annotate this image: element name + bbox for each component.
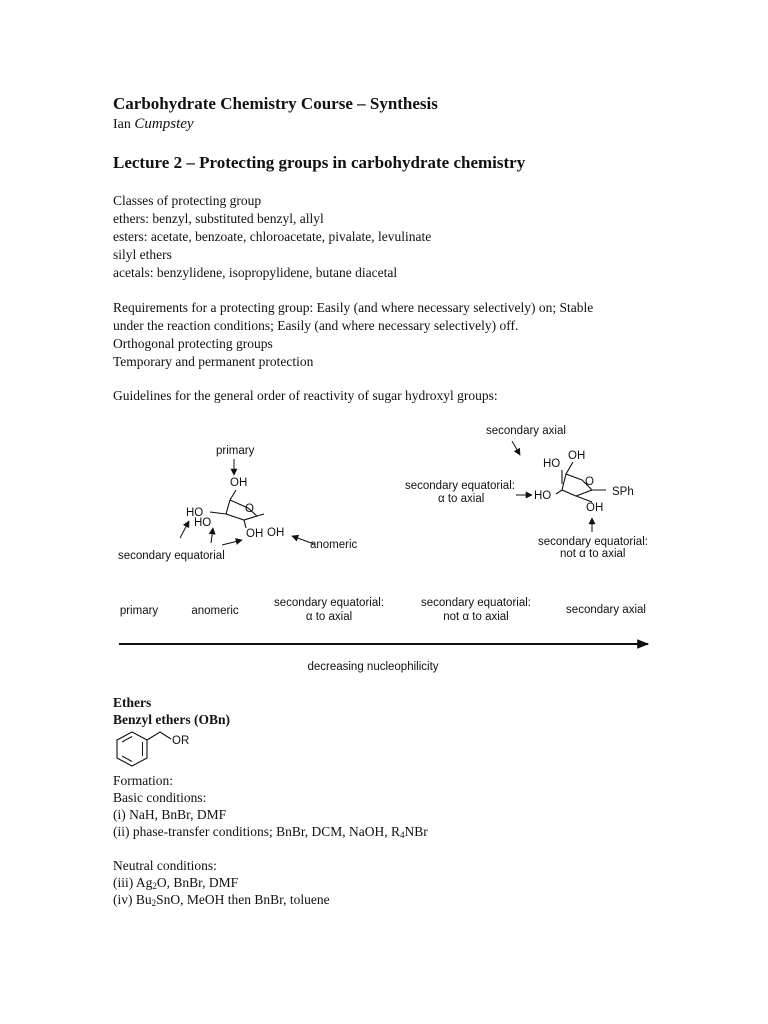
reactivity-order (119, 597, 648, 673)
condition-item: (ii) phase-transfer conditions; BnBr, DCM, NaOH, $R_4NBr$ (113, 824, 428, 840)
requirements-line: Temporary and permanent protection (113, 354, 314, 369)
condition-item: (iv) $Bu_2SnO$, MeOH then BnBr, toluene (113, 892, 330, 908)
label-sec-eq-alpha-2: α to axial (438, 493, 485, 505)
order-item: secondary equatorial: (274, 597, 384, 609)
condition-item: (i) NaH, BnBr, DMF (113, 807, 227, 822)
galactose-structure (405, 425, 648, 560)
label-secondary-equatorial: secondary equatorial (118, 550, 225, 562)
label-secondary-axial: secondary axial (486, 425, 566, 437)
label-oh-c2: OH (586, 502, 604, 514)
order-item: primary (119, 605, 159, 617)
order-item: secondary equatorial: (421, 597, 531, 609)
label-sph: SPh (612, 486, 634, 498)
classes-line: esters: acetate, benzoate, chloroacetate, pivalate, levulinate (113, 229, 432, 244)
ethers-heading: Ethers (113, 695, 152, 710)
label-or: OR (172, 735, 190, 747)
requirements-line: Orthogonal protecting groups (113, 336, 273, 351)
benzyl-structure (112, 728, 202, 774)
label-decreasing-nucleophilicity: decreasing nucleophilicity (307, 661, 439, 673)
order-item: anomeric (191, 605, 239, 617)
order-item-line2: α to axial (305, 611, 353, 623)
label-ho-eq: HO (534, 490, 552, 502)
benzyl-ethers-heading: Benzyl ethers (OBn) (113, 712, 230, 727)
basic-conditions-label: Basic conditions: (113, 790, 207, 805)
label-sec-eq-alpha-1: secondary equatorial: (405, 480, 515, 492)
label-primary: primary (216, 445, 255, 457)
classes-line: Classes of protecting group (113, 193, 262, 208)
label-oh-primary: OH (230, 477, 248, 489)
order-item: secondary axial (566, 604, 646, 616)
condition-item: (iii) $Ag_2O$, BnBr, DMF (113, 875, 239, 891)
label-ho-lower: HO (194, 517, 212, 529)
label-oh-anomeric: OH (267, 527, 285, 539)
author-given-name: Ian (113, 117, 131, 132)
label-ho-axial: HO (543, 458, 561, 470)
classes-line: acetals: benzylidene, isopropylidene, butane diacetal (113, 265, 398, 280)
guidelines-text: Guidelines for the general order of reactivity of sugar hydroxyl groups: (113, 388, 498, 403)
requirements-line: Requirements for a protecting group: Easily (and where necessary selectively) on; Stable (113, 300, 594, 315)
author-family-name: Cumpstey (134, 116, 194, 132)
classes-line: ethers: benzyl, substituted benzyl, allyl (113, 211, 324, 226)
label-anomeric: anomeric (310, 539, 358, 551)
label-sec-eq-not-2: not α to axial (560, 548, 626, 560)
formation-label: Formation: (113, 773, 173, 788)
label-ho-upper: HO (186, 507, 204, 519)
label-oh-bottom: OH (246, 528, 264, 540)
label-sec-eq-not-1: secondary equatorial: (538, 536, 648, 548)
requirements-line: under the reaction conditions; Easily (and where necessary selectively) off. (113, 318, 519, 333)
label-ring-o-gal: O (585, 476, 594, 488)
glucose-structure (118, 445, 358, 562)
neutral-conditions-label: Neutral conditions: (113, 858, 217, 873)
label-ring-o: O (245, 503, 254, 515)
order-item-line2: not α to axial (443, 611, 509, 623)
label-oh-primary-gal: OH (568, 450, 586, 462)
formation-block (113, 772, 428, 908)
classes-line: silyl ethers (113, 247, 172, 262)
course-title: Carbohydrate Chemistry Course – Synthesis (113, 94, 438, 113)
lecture-title: Lecture 2 – Protecting groups in carbohydrate chemistry (113, 153, 526, 172)
